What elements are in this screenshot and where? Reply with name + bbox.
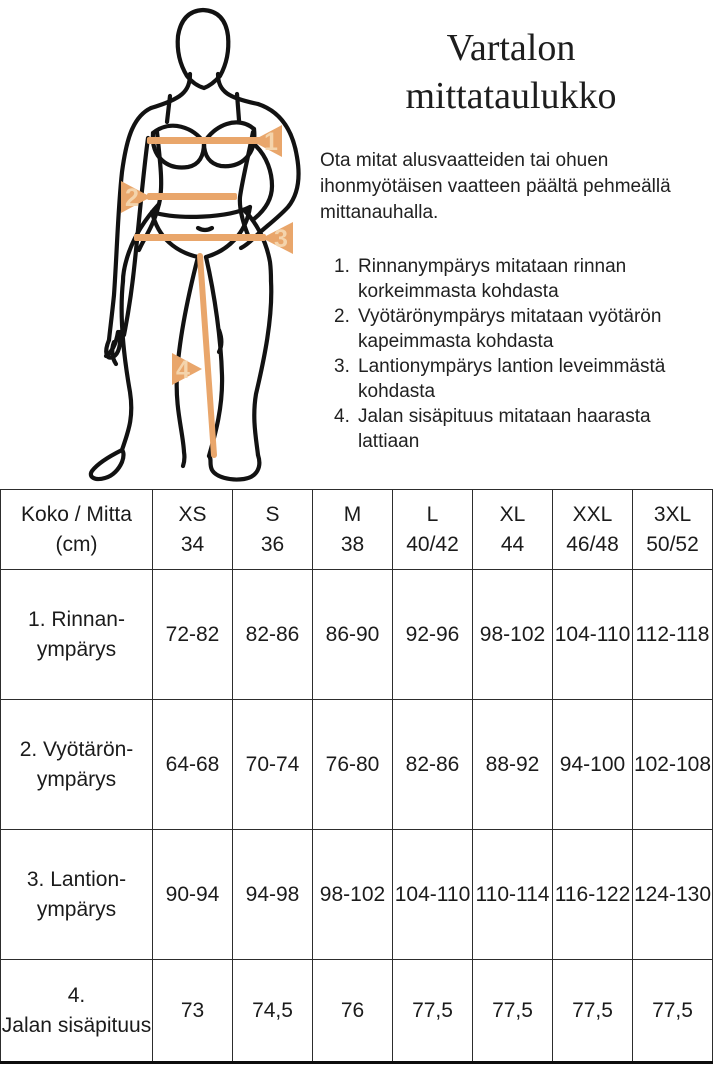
page-title-line1: Vartalon (446, 27, 576, 69)
table-cell: 94-98 (233, 830, 313, 960)
table-cell: 76-80 (313, 700, 393, 830)
instructions-column (318, 0, 704, 454)
table-cell: 77,5 (473, 960, 553, 1063)
table-cell: 116-122 (553, 830, 633, 960)
instruction-item-1 (334, 254, 704, 304)
table-cell: 112-118 (633, 570, 713, 700)
table-cell: 92-96 (393, 570, 473, 700)
column-header-m (313, 490, 393, 570)
instruction-item-4 (334, 404, 704, 454)
size-label: M (343, 502, 362, 526)
marker-4-label: 4 (176, 356, 190, 384)
table-cell: 86-90 (313, 570, 393, 700)
instruction-item-2 (334, 304, 704, 354)
row-label (1, 700, 153, 830)
table-cell: 82-86 (233, 570, 313, 700)
size-label: XXL (572, 502, 613, 526)
measurement-overlays (121, 125, 293, 455)
table-cell: 104-110 (553, 570, 633, 700)
table-cell: 94-100 (553, 700, 633, 830)
table-row-bust (1, 570, 713, 700)
column-header-xxl (553, 490, 633, 570)
table-cell: 70-74 (233, 700, 313, 830)
table-cell: 90-94 (153, 830, 233, 960)
column-header-xs (153, 490, 233, 570)
size-label: S (265, 502, 280, 526)
figure-outline-icon (91, 10, 299, 480)
column-header-s (233, 490, 313, 570)
row-label-line2: ympärys (36, 637, 117, 661)
instruction-number: 2. (334, 306, 350, 327)
eu-size-label: 38 (340, 532, 365, 556)
table-cell: 72-82 (153, 570, 233, 700)
row-label-line2: ympärys (36, 767, 117, 791)
marker-2-label: 2 (125, 184, 139, 212)
row-label (1, 960, 153, 1063)
instruction-number: 4. (334, 406, 350, 427)
corner-header-line1: Koko / Mitta (21, 502, 132, 526)
top-section (0, 0, 713, 489)
table-cell: 77,5 (393, 960, 473, 1063)
intro-text: Ota mitat alusvaatteiden tai ohuen ihonmyötäisen vaatteen päältä pehmeällä mittanauhalla. (320, 150, 671, 223)
table-cell: 82-86 (393, 700, 473, 830)
instruction-text: Rinnanympärys mitataan rinnan korkeimmasta kohdasta (358, 256, 627, 302)
table-row-hip (1, 830, 713, 960)
corner-header-line2: (cm) (55, 532, 98, 556)
row-label-line1: 1. Rinnan- (28, 607, 125, 631)
eu-size-label: 44 (500, 532, 525, 556)
table-corner-header (1, 490, 153, 570)
row-label-line1: 4. (67, 983, 86, 1007)
size-label: 3XL (653, 502, 692, 526)
body-measurement-figure (0, 0, 320, 490)
size-table-header-row (1, 490, 713, 570)
instruction-text: Lantionympärys lantion leveimmästä kohdasta (358, 356, 666, 402)
instruction-list (334, 254, 704, 454)
table-cell: 124-130 (633, 830, 713, 960)
table-cell: 88-92 (473, 700, 553, 830)
column-header-xl (473, 490, 553, 570)
size-label: XL (499, 502, 526, 526)
size-table (0, 489, 713, 1064)
table-cell: 64-68 (153, 700, 233, 830)
eu-size-label: 34 (180, 532, 205, 556)
instruction-item-3 (334, 354, 704, 404)
table-cell: 77,5 (633, 960, 713, 1063)
eu-size-label: 40/42 (406, 532, 459, 556)
row-label-line1: 2. Vyötärön- (19, 737, 134, 761)
instruction-text: Jalan sisäpituus mitataan haarasta lattiaan (358, 406, 651, 452)
marker-3-label: 3 (274, 225, 288, 253)
marker-1-label: 1 (264, 128, 278, 156)
table-cell: 110-114 (473, 830, 553, 960)
row-label (1, 830, 153, 960)
table-cell: 73 (153, 960, 233, 1063)
eu-size-label: 36 (260, 532, 285, 556)
table-cell: 77,5 (553, 960, 633, 1063)
table-cell: 98-102 (473, 570, 553, 700)
measurement-marker-waist (121, 181, 237, 213)
page-title-line2: mittataulukko (405, 75, 617, 117)
row-label (1, 570, 153, 700)
page-title (318, 24, 704, 120)
table-cell: 98-102 (313, 830, 393, 960)
table-cell: 76 (313, 960, 393, 1063)
table-cell: 104-110 (393, 830, 473, 960)
table-cell: 74,5 (233, 960, 313, 1063)
column-header-3xl (633, 490, 713, 570)
eu-size-label: 50/52 (646, 532, 699, 556)
table-row-inseam (1, 960, 713, 1063)
instruction-text: Vyötärönympärys mitataan vyötärön kapeimmasta kohdasta (358, 306, 662, 352)
row-label-line1: 3. Lantion- (26, 867, 127, 891)
eu-size-label: 46/48 (566, 532, 619, 556)
size-label: XS (178, 502, 207, 526)
row-label-line2: Jalan sisäpituus (1, 1013, 152, 1037)
instruction-number: 3. (334, 356, 350, 377)
table-cell: 102-108 (633, 700, 713, 830)
row-label-line2: ympärys (36, 897, 117, 921)
table-row-waist (1, 700, 713, 830)
instruction-number: 1. (334, 256, 350, 277)
column-header-l (393, 490, 473, 570)
size-label: L (426, 502, 439, 526)
